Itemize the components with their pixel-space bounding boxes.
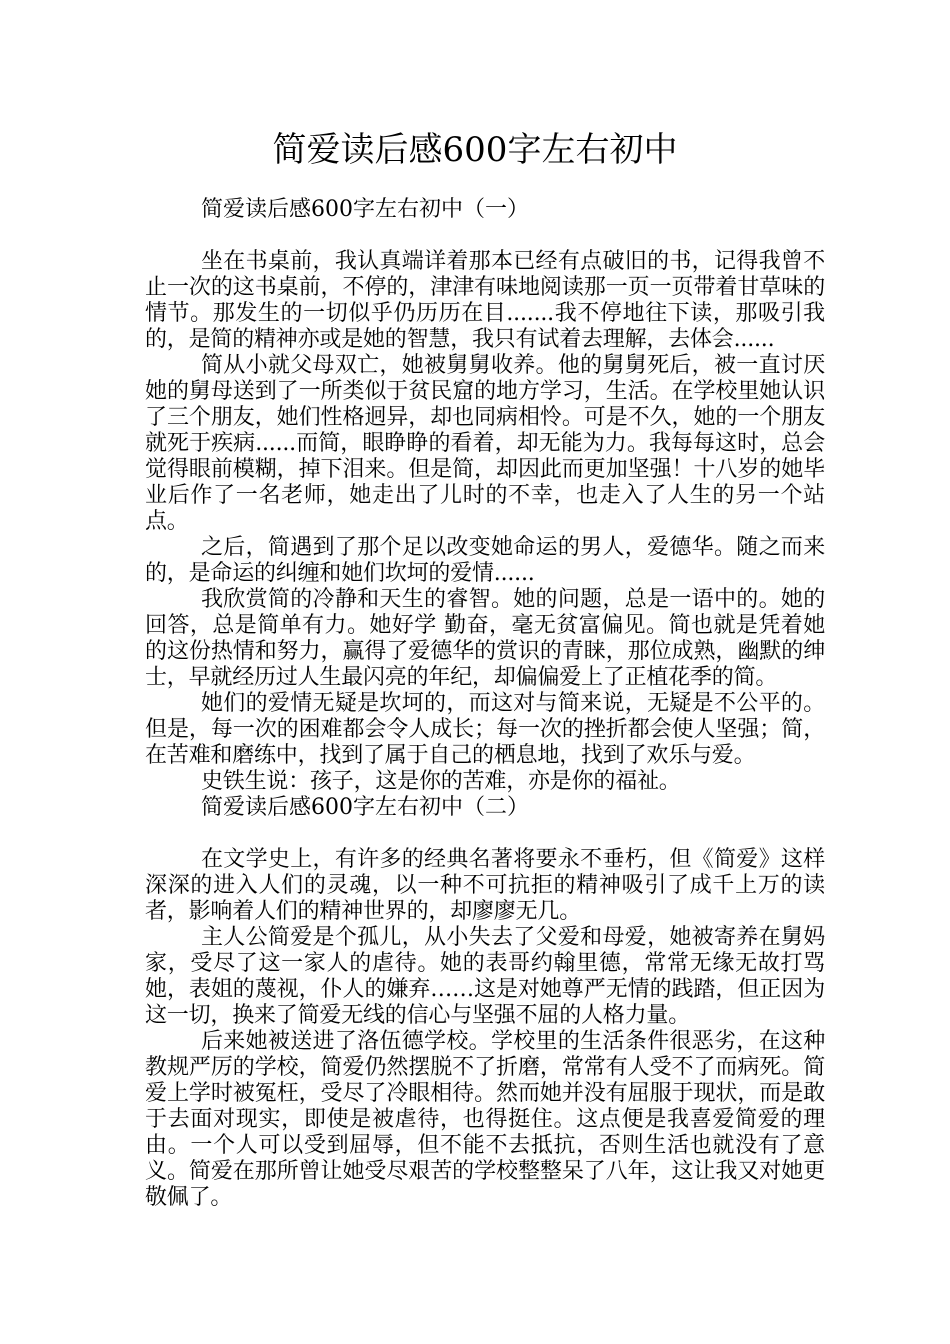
paragraph: 后来她被送进了洛伍德学校。学校里的生活条件很恶劣，在这种教规严厉的学校，简爱仍然摆脱不了折磨，常常有人受不了而病死。简爱上学时被冤枉，受尽了冷眼相待。然而她并没有屈服于现状，而是敢于去面对现实，即使是被虐待，也得挺住。这点便是我喜爱简爱的理由。一个人可以受到屈辱，但不能不去抵抗，否则生活也就没有了意义。简爱在那所曾让她受尽艰苦的学校整整呆了八年，这让我又对她更敬佩了。 [145,1029,825,1210]
document-body [145,197,825,1211]
paragraph: 简从小就父母双亡，她被舅舅收养。他的舅舅死后，被一直讨厌她的舅母送到了一所类似于贫民窟的地方学习，生活。在学校里她认识了三个朋友，她们性格迥异，却也同病相怜。可是不久，她的一个朋友就死于疾病......而简，眼睁睁的看着，却无能为力。我每每这时，总会觉得眼前模糊，掉下泪来。但是简，却因此而更加坚强！十八岁的她毕业后作了一名老师，她走出了儿时的不幸，也走入了人生的另一个站点。 [145,353,825,534]
section-heading-1: 简爱读后感600字左右初中（一） [201,197,529,222]
paragraph: 主人公简爱是个孤儿，从小失去了父爱和母爱，她被寄养在舅妈家，受尽了这一家人的虐待。她的表哥约翰里德，常常无缘无故打骂她，表姐的蔑视，仆人的嫌弃……这是对她尊严无情的践踏，但正因为这一切，换来了简爱无线的信心与坚强不屈的人格力量。 [145,925,825,1028]
paragraph: 坐在书桌前，我认真端详着那本已经有点破旧的书，记得我曾不止一次的这书桌前，不停的，津津有味地阅读那一页一页带着甘草味的情节。那发生的一切似乎仍历历在目.......我不停地往下读，那吸引我的，是简的精神亦或是她的智慧，我只有试着去理解，去体会...... [145,249,825,352]
paragraph: 她们的爱情无疑是坎坷的，而这对与简来说，无疑是不公平的。但是，每一次的困难都会令人成长；每一次的挫折都会使人坚强；简，在苦难和磨练中，找到了属于自己的栖息地，找到了欢乐与爱。 [145,691,825,768]
document-title: 简爱读后感600字左右初中 [272,130,678,170]
spacer [145,223,825,249]
spacer [145,821,825,847]
paragraph: 我欣赏简的冷静和天生的睿智。她的问题，总是一语中的。她的回答，总是简单有力。她好学 勤奋，毫无贫富偏见。简也就是凭着她的这份热情和努力，赢得了爱德华的赏识的青睐，那位成熟，幽默的绅士，早就经历过人生最闪亮的年纪，却偏偏爱上了正植花季的简。 [145,587,825,690]
paragraph: 之后，简遇到了那个足以改变她命运的男人，爱德华。随之而来的，是命运的纠缠和她们坎坷的爱情...... [145,535,825,586]
section-heading-2: 简爱读后感600字左右初中（二） [201,795,529,820]
paragraph: 在文学史上，有许多的经典名著将要永不垂朽，但《简爱》这样深深的进入人们的灵魂，以一种不可抗拒的精神吸引了成千上万的读者，影响着人们的精神世界的，却廖廖无几。 [145,847,825,924]
paragraph: 史铁生说：孩子，这是你的苦难，亦是你的福祉。 [201,769,681,794]
